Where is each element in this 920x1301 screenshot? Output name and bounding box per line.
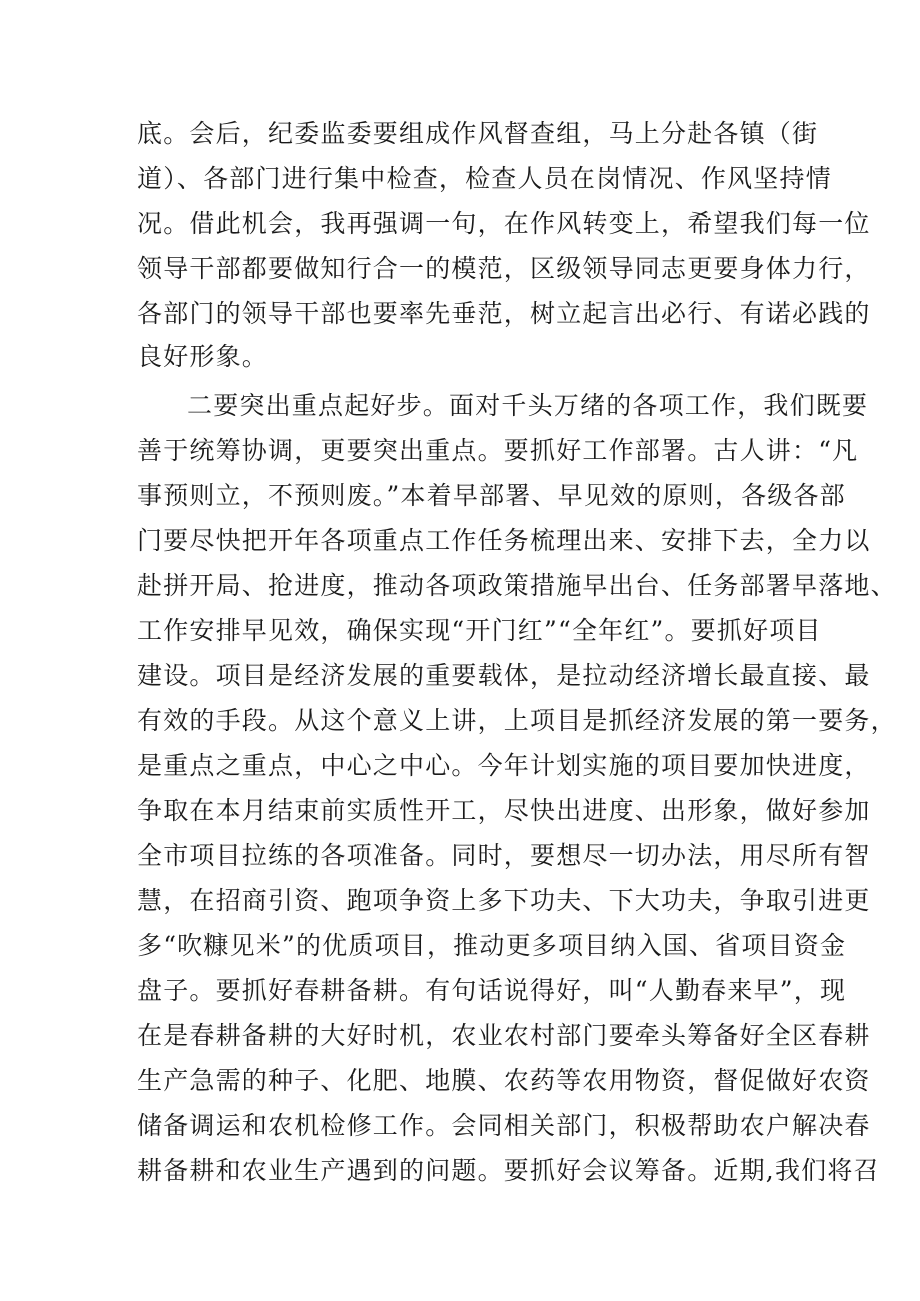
text-line: 慧，在招商引资、跑项争资上多下功夫、下大功夫，争取引进更 — [137, 886, 871, 915]
text-line: 门要尽快把开年各项重点工作任务梳理出来、安排下去，全力以 — [137, 526, 871, 555]
paragraph-start-line: 二要突出重点起好步。面对千头万绪的各项工作，我们既要 — [187, 391, 869, 420]
text-line: 是重点之重点，中心之中心。今年计划实施的项目要加快进度， — [137, 751, 871, 780]
text-line: 领导干部都要做知行合一的模范，区级领导同志更要身体力行， — [137, 254, 871, 283]
text-line: 善于统筹协调，更要突出重点。要抓好工作部署。古人讲：“凡 — [137, 436, 859, 465]
text-line: 在是春耕备耕的大好时机，农业农村部门要牵头筹备好全区春耕 — [137, 1021, 871, 1050]
text-line: 生产急需的种子、化肥、地膜、农药等农用物资，督促做好农资 — [137, 1066, 871, 1095]
text-line: 盘子。要抓好春耕备耕。有句话说得好，叫“人勤春来早”，现 — [137, 976, 847, 1005]
text-line: 多“吹糠见米”的优质项目，推动更多项目纳入国、省项目资金 — [137, 931, 847, 960]
text-line: 事预则立，不预则废。”本着早部署、早见效的原则，各级各部 — [137, 481, 846, 510]
text-line: 各部门的领导干部也要率先垂范，树立起言出必行、有诺必践的 — [137, 299, 871, 328]
text-line: 有效的手段。从这个意义上讲，上项目是抓经济发展的第一要务， — [137, 706, 897, 735]
text-line: 耕备耕和农业生产遇到的问题。要抓好会议筹备。近期,我们将召 — [137, 1156, 880, 1185]
text-line: 底。会后，纪委监委要组成作风督查组，马上分赴各镇（街 — [137, 119, 819, 148]
text-line: 全市项目拉练的各项准备。同时，要想尽一切办法，用尽所有智 — [137, 841, 871, 870]
text-line: 建设。项目是经济发展的重要载体，是拉动经济增长最直接、最 — [137, 661, 871, 690]
text-line: 道）、各部门进行集中检查，检查人员在岗情况、作风坚持情 — [137, 164, 832, 193]
text-line: 良好形象。 — [137, 342, 269, 371]
text-line: 储备调运和农机检修工作。会同相关部门，积极帮助农户解决春 — [137, 1111, 871, 1140]
text-line: 工作安排早见效，确保实现“开门红”“全年红”。要抓好项目 — [137, 616, 822, 645]
text-line: 赴拼开局、抢进度，推动各项政策措施早出台、任务部署早落地、 — [137, 571, 897, 600]
text-line: 况。借此机会，我再强调一句，在作风转变上，希望我们每一位 — [137, 209, 871, 238]
text-line: 争取在本月结束前实质性开工，尽快出进度、出形象，做好参加 — [137, 796, 871, 825]
